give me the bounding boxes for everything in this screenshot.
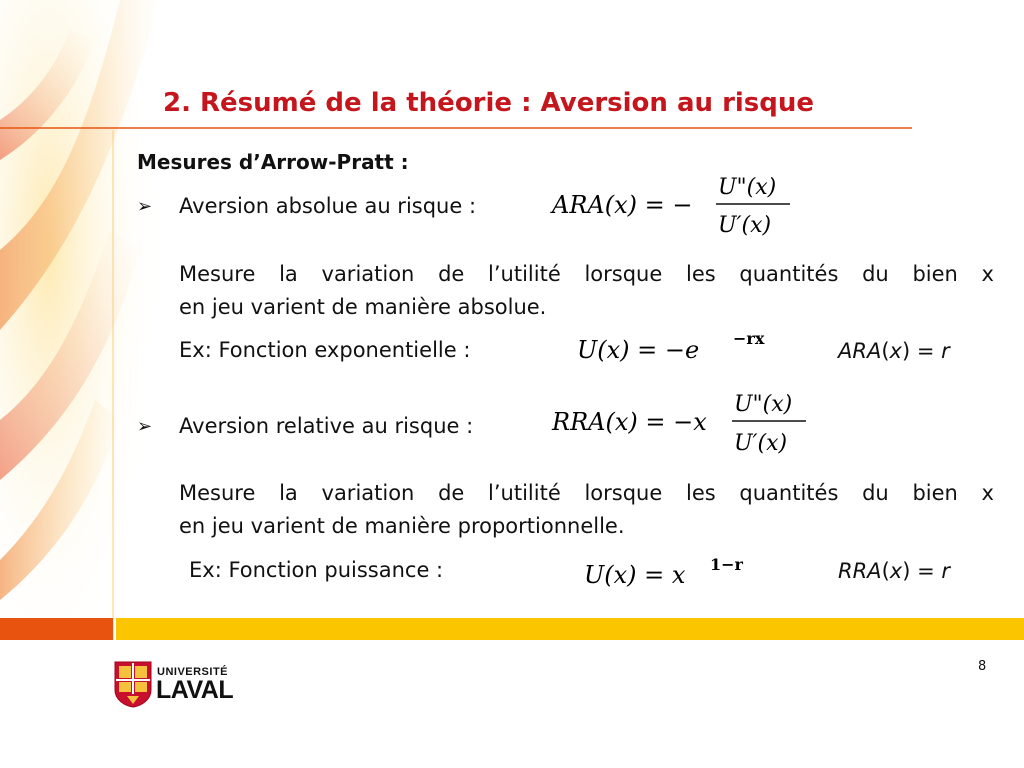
section-subtitle: Mesures d’Arrow-Pratt :: [137, 150, 409, 174]
rra-example-formula: [582, 550, 782, 594]
logo-text-laval: LAVAL: [156, 676, 234, 704]
ara-formula: [550, 168, 800, 240]
ara-example-formula-base: U(x) = −e: [577, 336, 700, 364]
logo-text-universite: UNIVERSITÉ: [157, 666, 229, 678]
ara-result: ARA(x) = r: [838, 339, 950, 363]
rra-result: RRA(x) = r: [838, 559, 950, 583]
ara-formula-denominator: U′(x): [718, 213, 772, 238]
university-logo: [113, 660, 234, 712]
rra-formula-denominator: U′(x): [734, 431, 788, 456]
rra-description: [179, 477, 994, 543]
bullet-arrow-icon: ➢: [137, 196, 153, 217]
ara-formula-numerator: U"(x): [718, 175, 777, 200]
rra-example-formula-base: U(x) = x: [584, 561, 686, 589]
rra-formula: [550, 384, 820, 460]
rra-example-formula-exp: 1−r: [710, 555, 743, 574]
rra-formula-numerator: U"(x): [734, 392, 793, 417]
ara-desc-line2: en jeu varient de manière absolue.: [179, 295, 547, 319]
rra-formula-lhs: RRA(x) = −x: [552, 408, 707, 436]
rra-example-label: Ex: Fonction puissance :: [189, 558, 444, 582]
bullet-arrow-icon: ➢: [137, 416, 153, 437]
ara-example-label: Ex: Fonction exponentielle :: [179, 338, 471, 362]
ara-description: [179, 258, 994, 324]
rra-desc-line2: en jeu varient de manière proportionnelle.: [179, 514, 625, 538]
slide-title: 2. Résumé de la théorie : Aversion au risque: [163, 88, 815, 118]
ara-example-formula-exp: −rx: [733, 329, 765, 348]
crest-icon: [113, 660, 153, 708]
rra-desc-line1: Mesure la variation de l’utilité lorsque les quantités du bien x: [179, 481, 994, 505]
ara-desc-line1: Mesure la variation de l’utilité lorsque les quantités du bien x: [179, 262, 994, 286]
ara-formula-lhs: ARA(x) = −: [552, 191, 693, 219]
ara-example-formula: [575, 326, 795, 370]
page-number: 8: [978, 659, 987, 674]
rra-label: Aversion relative au risque :: [179, 414, 474, 438]
ara-label: Aversion absolue au risque :: [179, 194, 477, 218]
